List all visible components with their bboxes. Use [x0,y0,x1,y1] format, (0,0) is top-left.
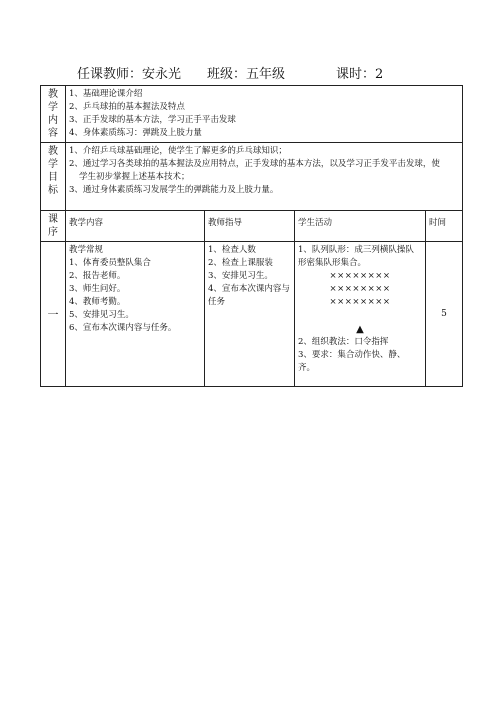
list-item: 2、检查上课服装 [208,258,273,268]
list-item: 2、乒乓球拍的基本握法及特点 [69,102,185,112]
section-one-row [41,242,463,387]
lesson-plan-table [40,85,463,387]
teaching-content-row [41,86,463,143]
section-guidance [205,242,295,387]
class-grade: 班级：五年级 [207,67,286,82]
list-item: 学生初步掌握上述基本技术； [79,172,190,182]
label-char: 学 [48,102,58,113]
list-item: 3、要求：集合动作快、静、齐。 [298,350,406,373]
list-item: 4、身体素质练习：弹跳及上肢力量 [69,128,202,138]
list-item: 2、报告老师。 [69,271,126,281]
list-item: 4、教师考勤。 [69,297,126,307]
list-item: 3、安排见习生。 [208,271,273,281]
formation-row: ×××××××× [329,271,391,281]
label-char: 学 [48,159,58,170]
label-char: 教 [48,89,58,100]
list-item: 3、师生问好。 [69,284,126,294]
formation-row: ×××××××× [329,284,391,294]
list-item: 2、通过学习各类球拍的基本握法及应用特点，正手发球的基本方法，以及学习正手发平击发球，使 [69,159,440,169]
teaching-content-label [41,86,66,143]
class-hours: 课时：2 [336,67,384,82]
label-char: 目 [48,172,58,183]
formation-row: ×××××××× [329,297,391,307]
label-char: 序 [48,227,58,238]
label-char: 教 [48,146,58,157]
section-activity [295,242,426,387]
guidance-header: 教师指导 [205,211,295,242]
list-item: 3、通过身体素质练习发展学生的弹跳能力及上肢力量。 [69,185,279,195]
label-char: 内 [48,115,58,126]
content-header: 教学内容 [66,211,205,242]
teaching-goals-row [41,143,463,211]
label-char: 标 [48,185,58,196]
column-header-row [41,211,463,242]
list-item: 3、正手发球的基本方法，学习正手平击发球 [69,115,236,125]
list-item: 教学常规 [69,245,104,255]
activity-header: 学生活动 [295,211,426,242]
list-item: 4、宣布本次课内容与任务 [208,284,290,307]
activity-intro: 1、队列队形：成三列横队操队形密集队形集合。 [298,245,414,268]
section-time: 5 [426,242,463,387]
lesson-header [71,66,451,84]
list-item: 1、检查人数 [208,245,256,255]
list-item: 1、基础理论课介绍 [69,89,143,99]
list-item: 6、宣布本次课内容与任务。 [69,323,177,333]
section-content [66,242,205,387]
section-number: 一 [41,242,66,387]
list-item: 1、介绍乒乓球基础理论，使学生了解更多的乒乓球知识； [69,146,287,156]
list-item: 2、组织教法：口令指挥 [298,337,389,347]
label-char: 课 [48,214,58,225]
label-char: 容 [48,128,58,139]
teaching-content-list [66,86,463,143]
list-item: 5、安排见习生。 [69,310,134,320]
teacher-name: 任课教师：安永光 [77,67,182,82]
teaching-goals-label [41,143,66,211]
teaching-goals-list [66,143,463,211]
list-item: 1、体育委员整队集合 [69,258,151,268]
order-header [41,211,66,242]
teacher-position-icon: ▲ [356,324,364,335]
time-header: 时间 [426,211,463,242]
